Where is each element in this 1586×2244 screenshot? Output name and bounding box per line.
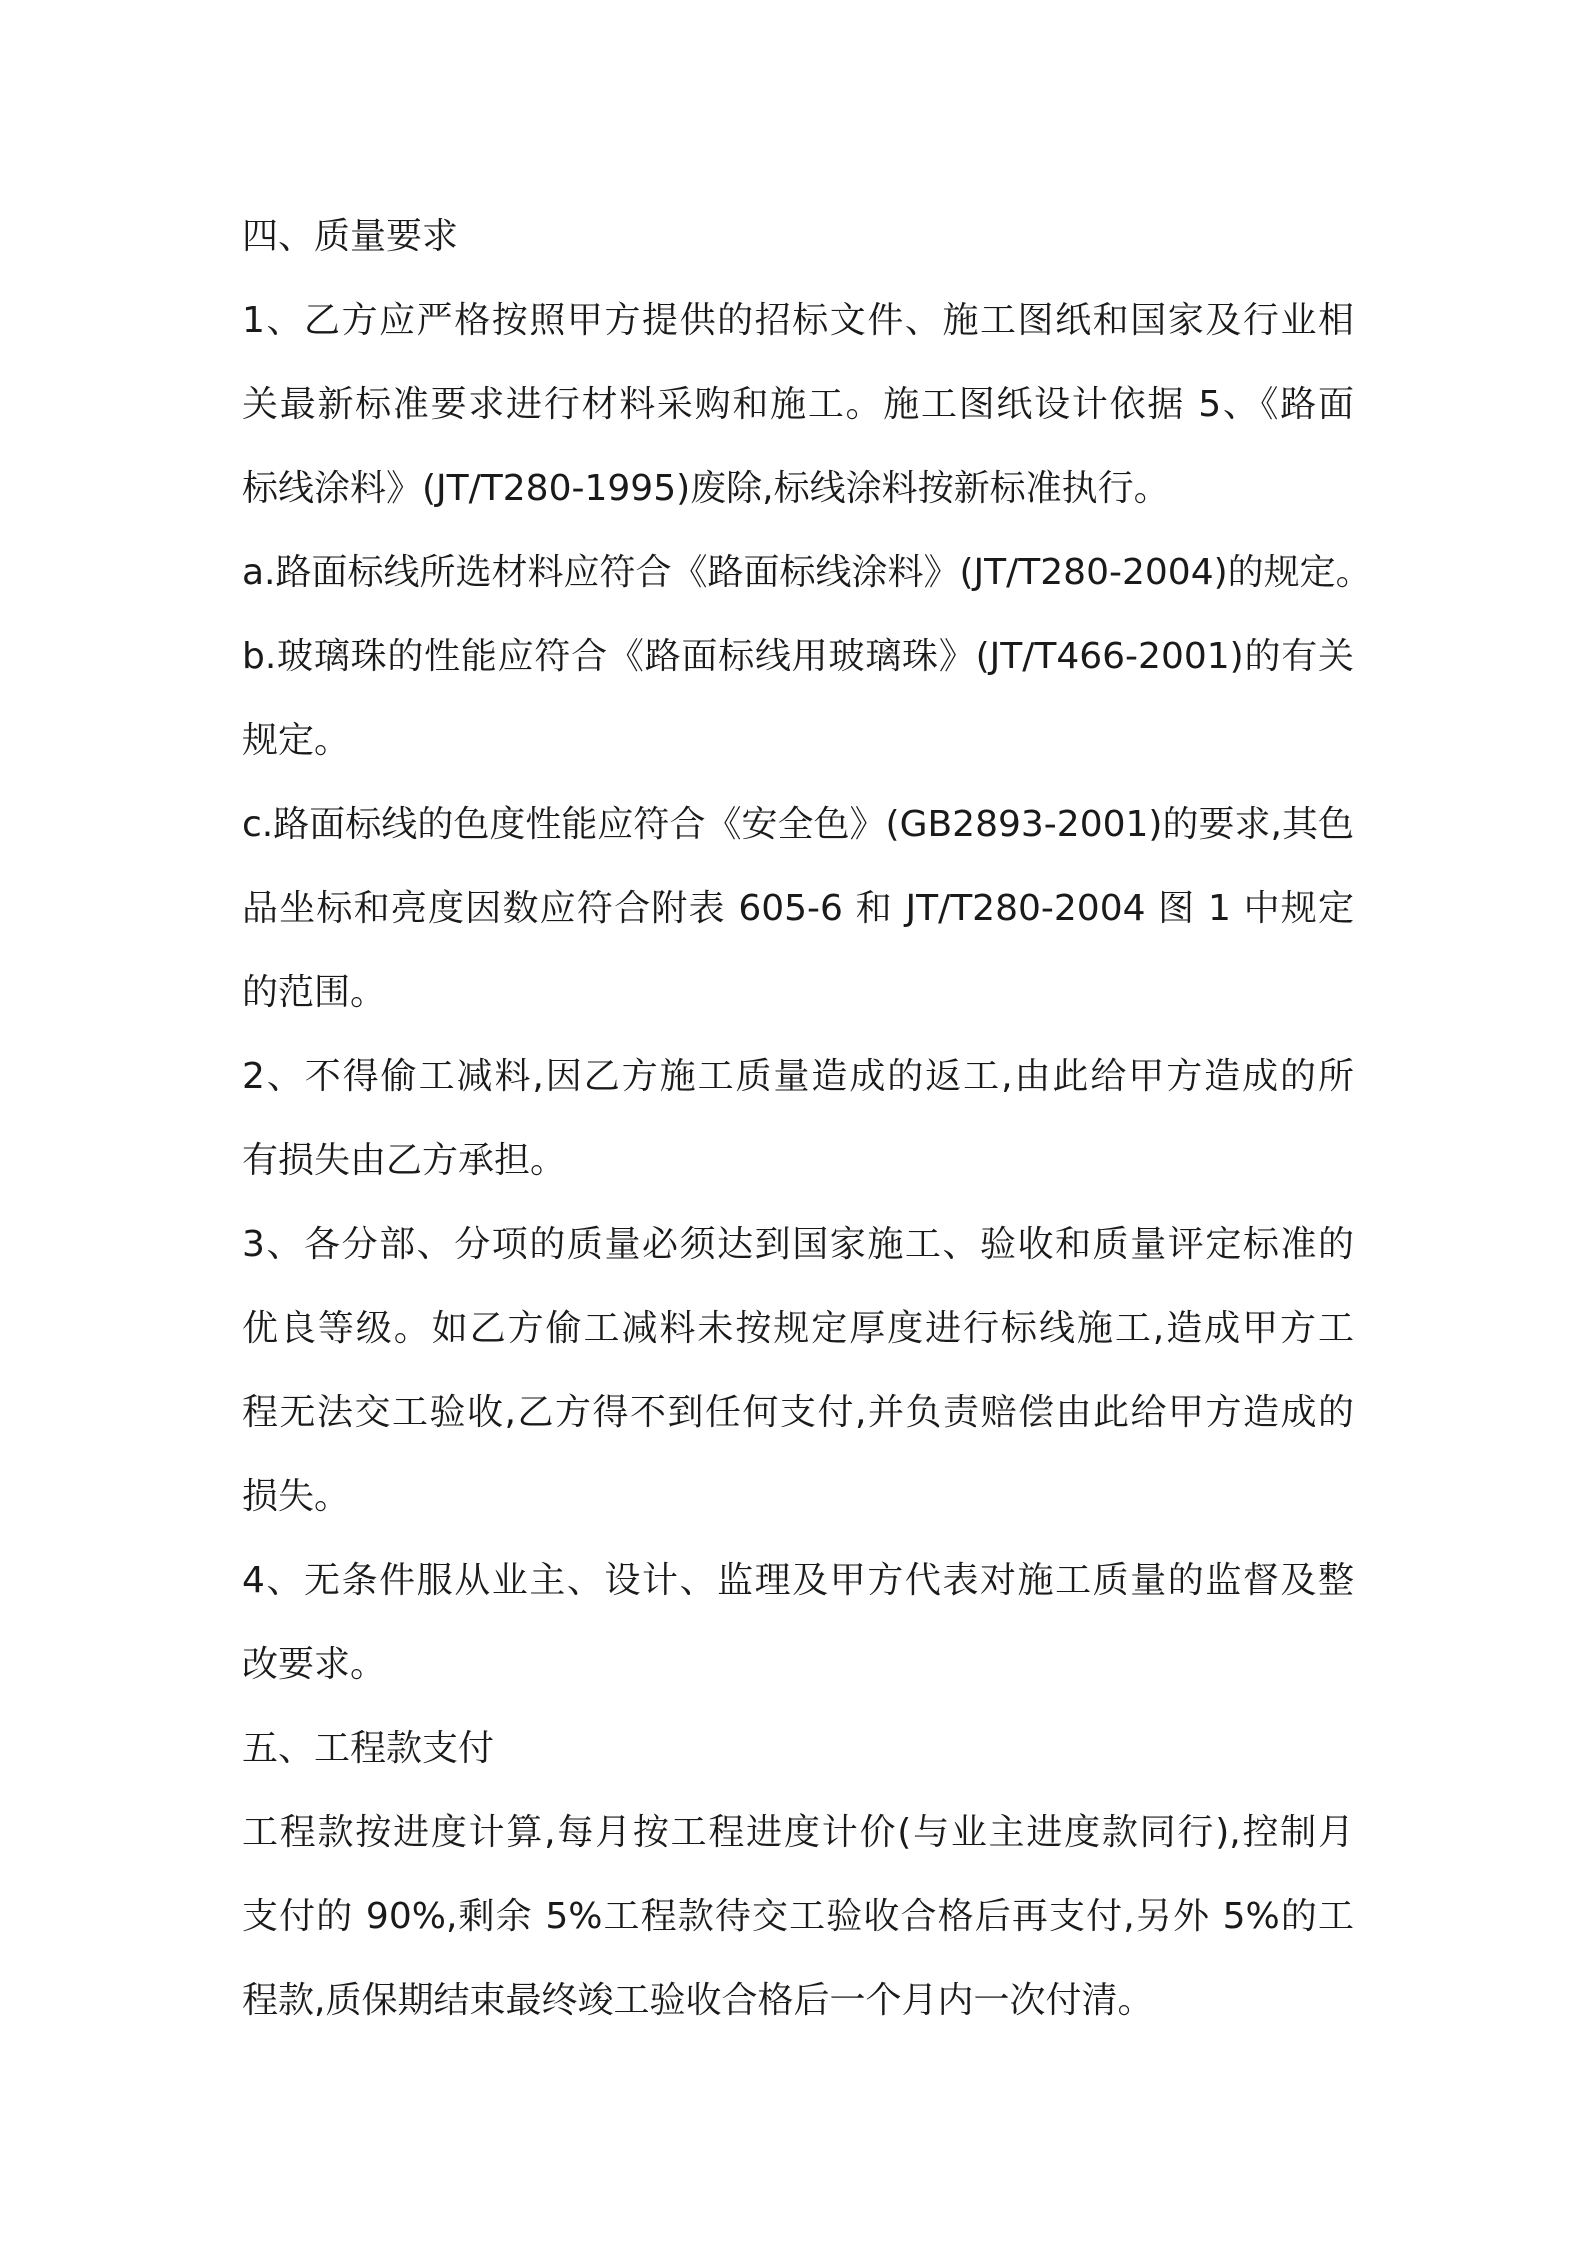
paragraph-line: 程无法交工验收,乙方得不到任何支付,并负责赔偿由此给甲方造成的 bbox=[242, 1392, 1354, 1433]
paragraph-line: 品坐标和亮度因数应符合附表 605-6 和 JT/T280-2004 图 1 中规定 bbox=[242, 888, 1354, 929]
paragraph-line: 规定。 bbox=[242, 720, 351, 761]
paragraph-line: 改要求。 bbox=[242, 1644, 387, 1685]
paragraph-line: 1、乙方应严格按照甲方提供的招标文件、施工图纸和国家及行业相 bbox=[242, 300, 1354, 341]
paragraph-line: 3、各分部、分项的质量必须达到国家施工、验收和质量评定标准的 bbox=[242, 1224, 1354, 1265]
paragraph-line: 4、无条件服从业主、设计、监理及甲方代表对施工质量的监督及整 bbox=[242, 1560, 1354, 1601]
paragraph-line: 关最新标准要求进行材料采购和施工。施工图纸设计依据 5、《路面 bbox=[242, 384, 1354, 425]
paragraph-line: a.路面标线所选材料应符合《路面标线涂料》(JT/T280-2004)的规定。 bbox=[242, 552, 1372, 593]
paragraph-line: 优良等级。如乙方偷工减料未按规定厚度进行标线施工,造成甲方工 bbox=[242, 1308, 1354, 1349]
paragraph-line: 有损失由乙方承担。 bbox=[242, 1140, 567, 1181]
paragraph-line: b.玻璃珠的性能应符合《路面标线用玻璃珠》(JT/T466-2001)的有关 bbox=[242, 636, 1354, 677]
paragraph-line: c.路面标线的色度性能应符合《安全色》(GB2893-2001)的要求,其色 bbox=[242, 804, 1354, 845]
paragraph-line: 支付的 90%,剩余 5%工程款待交工验收合格后再支付,另外 5%的工 bbox=[242, 1896, 1354, 1937]
section-heading-quality: 四、质量要求 bbox=[242, 216, 459, 257]
document-body bbox=[242, 195, 1372, 2043]
paragraph-line: 2、不得偷工减料,因乙方施工质量造成的返工,由此给甲方造成的所 bbox=[242, 1056, 1354, 1097]
paragraph-line: 损失。 bbox=[242, 1476, 351, 1517]
paragraph-line: 的范围。 bbox=[242, 972, 387, 1013]
paragraph-line: 标线涂料》(JT/T280-1995)废除,标线涂料按新标准执行。 bbox=[242, 468, 1170, 509]
paragraph-line: 工程款按进度计算,每月按工程进度计价(与业主进度款同行),控制月 bbox=[242, 1812, 1354, 1853]
section-heading-payment: 五、工程款支付 bbox=[242, 1728, 495, 1769]
paragraph-line: 程款,质保期结束最终竣工验收合格后一个月内一次付清。 bbox=[242, 1980, 1154, 2021]
